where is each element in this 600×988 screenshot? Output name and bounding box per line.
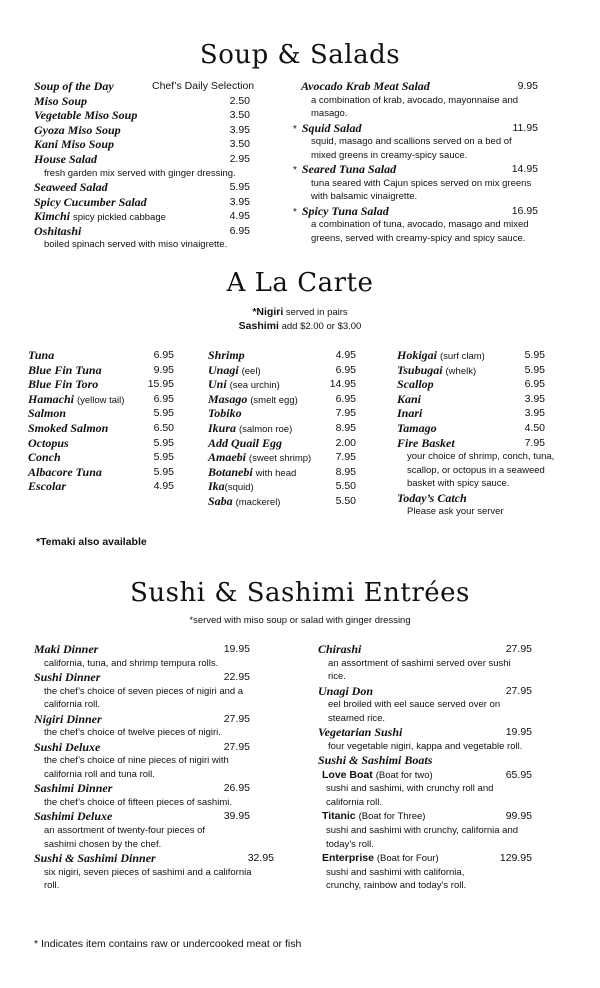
menu-item — [318, 684, 532, 699]
item-price: 7.95 — [335, 407, 356, 420]
item-name: Saba — [208, 493, 233, 508]
item-name: Love Boat — [322, 768, 373, 781]
item-price: 3.50 — [229, 138, 250, 151]
item-name: Sushi Dinner — [34, 670, 101, 685]
item-price: 8.95 — [335, 465, 356, 478]
item-price: 5.95 — [229, 181, 250, 194]
item-price: 27.95 — [223, 740, 250, 753]
menu-item — [34, 195, 250, 210]
item-name: Spicy Cucumber Salad — [34, 194, 147, 209]
item-name: Sashimi Deluxe — [34, 809, 113, 824]
menu-item — [208, 494, 356, 509]
item-price: 22.95 — [223, 671, 250, 684]
item-name: Kimchi — [34, 209, 71, 224]
menu-item — [34, 670, 250, 685]
item-name: Smoked Salmon — [28, 420, 109, 435]
item-name: Blue Fin Toro — [28, 377, 99, 392]
item-price: 99.95 — [505, 810, 532, 823]
menu-item — [397, 491, 545, 506]
item-price: 11.95 — [512, 121, 538, 134]
item-price: 32.95 — [247, 852, 274, 865]
item-description: the chef’s choice of seven pieces of nigiri and a california roll. — [44, 685, 244, 711]
soup-salads-left-column — [34, 79, 255, 252]
a-la-carte-column-3 — [397, 348, 555, 519]
item-subtitle: (yellow tail) — [76, 394, 125, 406]
item-price: 129.95 — [499, 852, 532, 865]
item-name: Titanic — [322, 810, 356, 823]
item-name: Maki Dinner — [34, 642, 99, 656]
item-description: boiled spinach served with miso vinaigrette. — [44, 239, 228, 251]
menu-item — [28, 348, 174, 363]
item-subtitle: (smelt egg) — [250, 394, 298, 406]
boats-heading-label: Sushi & Sashimi Boats — [318, 753, 433, 768]
sashimi-note — [0, 320, 600, 333]
item-name: Soup of the Day — [34, 79, 114, 93]
item-name: Inari — [397, 406, 423, 421]
item-price: 3.95 — [229, 123, 250, 136]
item-description: sushi and sashimi with crunchy, california and today’s roll. — [326, 825, 519, 850]
menu-item — [34, 123, 250, 138]
item-subtitle: (mackerel) — [235, 496, 281, 508]
menu-item — [208, 377, 356, 392]
item-price: 2.50 — [229, 94, 250, 107]
raw-indicator: * — [293, 123, 297, 135]
item-name: Seared Tuna Salad — [301, 162, 397, 177]
menu-item — [34, 224, 250, 239]
menu-item — [208, 421, 356, 436]
item-description: six nigiri, seven pieces of sashimi and a california roll. — [44, 866, 252, 892]
menu-item — [397, 377, 545, 392]
menu-item — [34, 79, 255, 94]
menu-item — [318, 642, 532, 657]
item-name: Kani — [397, 391, 422, 406]
item-name: Uni — [208, 377, 227, 392]
item-price: 6.95 — [335, 392, 356, 405]
item-price: 5.95 — [153, 451, 174, 464]
item-price: 4.95 — [229, 210, 250, 223]
menu-item — [34, 137, 250, 152]
item-subtitle: (surf clam) — [439, 351, 485, 362]
item-subtitle: (sweet shrimp) — [248, 453, 312, 465]
item-price: 9.95 — [517, 80, 538, 92]
item-price: 5.95 — [153, 407, 174, 420]
menu-item — [397, 392, 545, 407]
soup-salads-right-column — [293, 79, 538, 245]
item-price: 3.95 — [524, 392, 545, 405]
item-name: Tobiko — [208, 406, 242, 421]
item-description: a combination of tuna, avocado, masago and mixed greens, served with creamy-spicy and spicy sauce. — [311, 219, 529, 244]
menu-item — [397, 363, 545, 378]
item-price: 2.00 — [335, 436, 356, 449]
raw-food-disclaimer: * Indicates item contains raw or undercooked meat or fish — [34, 938, 302, 950]
item-name: Shrimp — [208, 348, 245, 362]
item-description: tuna seared with Cajun spices served on mix greens with balsamic vinaigrette. — [311, 177, 532, 203]
item-subtitle: (salmon roe) — [238, 423, 293, 435]
item-name: Oshitashi — [34, 223, 82, 238]
item-price: 5.50 — [335, 494, 356, 507]
item-name: Ika — [208, 479, 225, 494]
menu-item — [28, 363, 174, 378]
item-price: 4.50 — [524, 421, 545, 434]
menu-item — [208, 450, 356, 465]
item-description: your choice of shrimp, conch, tuna, scallop, or octopus in a seaweed basket with spicy sauce. — [407, 451, 555, 490]
menu-item — [397, 436, 545, 451]
menu-item — [293, 162, 538, 177]
item-name: House Salad — [34, 151, 98, 166]
item-subtitle: (eel) — [241, 365, 261, 377]
menu-item — [34, 180, 250, 195]
item-description: a combination of krab, avocado, mayonnaise and masago. — [311, 94, 519, 120]
item-name: Ikura — [208, 420, 237, 435]
item-price: 14.95 — [329, 378, 356, 391]
menu-item — [28, 436, 174, 451]
item-name: Botanebi — [208, 464, 253, 479]
item-description: california, tuna, and shrimp tempura rolls. — [44, 657, 219, 669]
menu-item — [397, 348, 545, 363]
menu-item — [28, 392, 174, 407]
item-name: Sushi Deluxe — [34, 739, 101, 754]
item-price: 3.95 — [524, 407, 545, 420]
menu-item — [318, 768, 532, 783]
a-la-carte-column-2 — [208, 348, 356, 509]
menu-item — [34, 740, 250, 755]
item-price: 6.95 — [153, 392, 174, 405]
menu-item — [293, 204, 538, 219]
item-subtitle: (sea urchin) — [229, 380, 280, 392]
item-name: Albacore Tuna — [28, 464, 102, 479]
entrees-subtitle: *served with miso soup or salad with ginger dressing — [189, 615, 411, 626]
menu-item — [28, 450, 174, 465]
item-price: 2.95 — [229, 152, 250, 165]
item-name: Hamachi — [28, 391, 75, 406]
menu-item — [208, 436, 356, 451]
item-subtitle: (whelk) — [445, 365, 477, 377]
item-name: Masago — [208, 391, 248, 406]
item-name: Amaebi — [208, 450, 246, 465]
item-name: Today’s Catch — [397, 490, 467, 505]
menu-item — [208, 348, 356, 363]
item-price: 5.95 — [524, 349, 545, 361]
menu-item — [208, 363, 356, 378]
item-name: Hokigai — [397, 348, 438, 362]
item-name: Tuna — [28, 348, 55, 362]
menu-item — [397, 421, 545, 436]
menu-item — [28, 421, 174, 436]
temaki-note: *Temaki also available — [36, 536, 147, 548]
item-price: 8.95 — [335, 421, 356, 434]
menu-item — [28, 465, 174, 480]
item-name: Seaweed Salad — [34, 180, 108, 195]
item-subtitle: (Boat for two) — [375, 769, 433, 781]
menu-item — [34, 209, 250, 224]
raw-indicator: * — [252, 306, 257, 318]
nigiri-note-text: served in pairs — [283, 307, 348, 318]
item-price: 4.95 — [153, 480, 174, 493]
item-subtitle: (Boat for Four) — [376, 853, 439, 865]
item-price: 7.95 — [335, 451, 356, 464]
item-name: Salmon — [28, 406, 67, 421]
item-price: 14.95 — [511, 163, 538, 176]
item-price: 19.95 — [505, 726, 532, 739]
item-price: 19.95 — [223, 643, 250, 655]
menu-item — [293, 79, 538, 94]
item-name: Enterprise — [322, 852, 374, 865]
item-price: 6.95 — [153, 349, 174, 361]
entrees-left-column — [34, 642, 274, 893]
item-price: 6.95 — [229, 224, 250, 237]
item-name: Unagi Don — [318, 683, 374, 698]
menu-item — [208, 392, 356, 407]
item-description: Please ask your server — [407, 506, 504, 518]
menu-item — [293, 121, 538, 136]
item-name: Vegetarian Sushi — [318, 725, 403, 740]
menu-item — [34, 94, 250, 109]
item-price: 5.95 — [524, 363, 545, 376]
item-name: Tamago — [397, 420, 437, 435]
item-description: sushi and sashimi, with crunchy roll and california roll. — [326, 783, 494, 808]
a-la-carte-title: A La Carte — [226, 268, 374, 298]
menu-item — [34, 152, 250, 167]
item-subtitle: with head — [255, 467, 297, 479]
menu-item — [28, 377, 174, 392]
item-price: 6.50 — [153, 421, 174, 434]
item-description: squid, masago and scallions served on a bed of mixed greens in creamy-spicy sauce. — [311, 136, 512, 161]
menu-item — [318, 725, 532, 740]
menu-item — [34, 642, 250, 657]
item-price: 27.95 — [505, 684, 532, 697]
menu-item — [208, 465, 356, 480]
item-note: Chef’s Daily Selection — [152, 80, 255, 92]
item-price: 3.50 — [229, 109, 250, 122]
item-price: 6.95 — [524, 378, 545, 391]
item-name: Squid Salad — [301, 120, 362, 135]
raw-indicator: * — [293, 206, 297, 218]
item-price: 5.50 — [335, 480, 356, 493]
item-price: 9.95 — [153, 363, 174, 376]
boats-heading — [318, 753, 532, 768]
item-name: Nigiri Dinner — [34, 711, 102, 726]
item-price: 3.95 — [229, 195, 250, 208]
item-price: 26.95 — [223, 782, 250, 795]
item-price: 16.95 — [511, 204, 538, 217]
item-price: 5.95 — [153, 436, 174, 449]
item-price: 27.95 — [223, 712, 250, 725]
item-name: Unagi — [208, 362, 239, 377]
entrees-right-column — [318, 642, 532, 893]
menu-item — [397, 406, 545, 421]
item-description: the chef’s choice of fifteen pieces of sashimi. — [44, 796, 232, 808]
item-description: an assortment of twenty-four pieces of sashimi chosen by the chef. — [44, 825, 206, 850]
nigiri-label: Nigiri — [256, 306, 284, 318]
item-subtitle: spicy pickled cabbage — [72, 212, 166, 224]
item-name: Escolar — [28, 479, 67, 494]
item-name: Vegetable Miso Soup — [34, 108, 138, 123]
item-description: the chef’s choice of nine pieces of nigiri with california roll and tuna roll. — [44, 755, 229, 780]
item-description: an assortment of sashimi served over sushi rice. — [328, 657, 511, 683]
item-price: 15.95 — [147, 378, 174, 391]
item-name: Sashimi Dinner — [34, 781, 113, 796]
item-price: 39.95 — [223, 810, 250, 823]
item-description: the chef’s choice of twelve pieces of nigiri. — [44, 727, 221, 739]
item-name: Gyoza Miso Soup — [34, 122, 121, 137]
item-price: 7.95 — [524, 436, 545, 449]
item-price: 4.95 — [335, 349, 356, 361]
item-name: Conch — [28, 450, 61, 465]
menu-item — [34, 108, 250, 123]
item-price: 5.95 — [153, 465, 174, 478]
raw-indicator: * — [293, 165, 297, 177]
item-description: eel broiled with eel sauce served over on steamed rice. — [328, 699, 501, 724]
menu-item — [34, 851, 274, 866]
menu-item — [28, 406, 174, 421]
item-name: Chirashi — [318, 642, 362, 656]
item-description: sushi and sashimi with california, crunchy, rainbow and today’s roll. — [326, 866, 467, 892]
item-name: Avocado Krab Meat Salad — [301, 79, 430, 93]
item-price: 65.95 — [505, 768, 532, 781]
item-name: Fire Basket — [397, 435, 455, 450]
item-price: 27.95 — [505, 643, 532, 655]
item-description: fresh garden mix served with ginger dressing. — [44, 167, 236, 179]
item-name: Spicy Tuna Salad — [301, 203, 389, 218]
menu-item — [208, 479, 356, 494]
item-name: Sushi & Sashimi Dinner — [34, 851, 156, 866]
item-name: Scallop — [397, 377, 434, 392]
soup-salads-title: Soup & Salads — [199, 40, 401, 70]
item-name: Blue Fin Tuna — [28, 362, 102, 377]
item-name: Kani Miso Soup — [34, 137, 115, 152]
menu-item — [318, 809, 532, 824]
item-description: four vegetable nigiri, kappa and vegetable roll. — [328, 740, 523, 752]
menu-item — [34, 809, 250, 824]
item-name: Tsubugai — [397, 362, 443, 377]
menu-item — [28, 479, 174, 494]
menu-item — [34, 781, 250, 796]
item-subtitle: (squid) — [224, 482, 254, 494]
item-price: 6.95 — [335, 363, 356, 376]
a-la-carte-column-1 — [28, 348, 174, 494]
item-name: Add Quail Egg — [208, 435, 283, 450]
nigiri-note — [0, 306, 600, 319]
menu-item — [318, 851, 532, 866]
sashimi-note-text: add $2.00 or $3.00 — [278, 321, 362, 332]
entrees-title: Sushi & Sashimi Entrées — [130, 578, 470, 608]
menu-item — [208, 406, 356, 421]
menu-item — [34, 712, 250, 727]
sashimi-label: Sashimi — [238, 320, 279, 332]
item-name: Octopus — [28, 435, 69, 450]
item-name: Miso Soup — [34, 93, 88, 108]
item-subtitle: (Boat for Three) — [358, 811, 426, 823]
